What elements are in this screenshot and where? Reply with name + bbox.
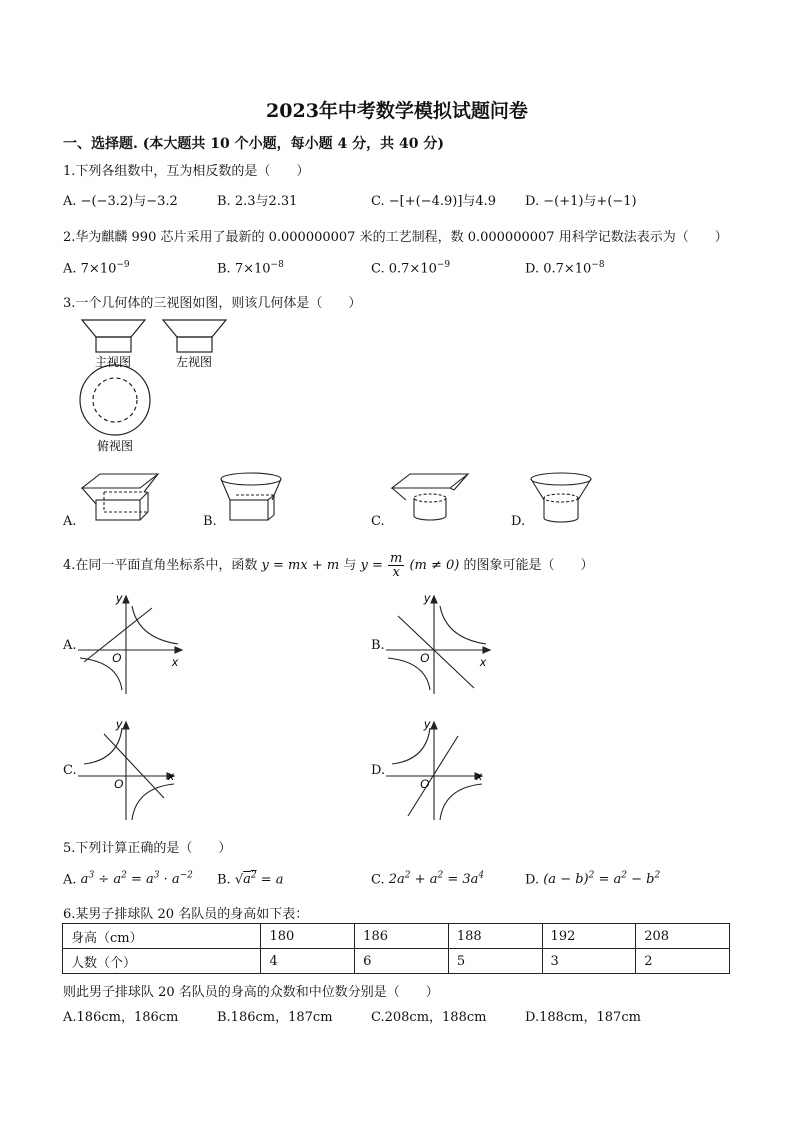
svg-text:y: y [424,591,430,605]
q4-option-a[interactable]: A. [63,638,77,653]
q4-graph-c [74,714,194,824]
q3-option-d-figure [528,470,600,525]
top-view-label: 俯视图 [96,439,134,453]
q1-option-c[interactable]: C. −[+(−4.9)]与4.9 [371,194,497,209]
q2-option-a[interactable]: A. $7\times 10^{-9}$ [63,260,130,277]
q1-option-a[interactable]: A. −(−3.2)与−3.2 [63,194,178,209]
q5-option-c[interactable]: C. $2a^2 + a^2 = 3a^4$ [371,871,485,888]
q5-stem: 5.下列计算正确的是（ ） [63,841,232,856]
q4-graph-a [74,588,194,698]
table-cell: 186 [355,924,449,949]
table-cell: 2 [636,949,730,974]
q4-option-d[interactable]: D. [371,763,386,778]
front-view-label: 主视图 [94,355,132,369]
q1-stem: 1.下列各组数中，互为相反数的是（ ） [63,164,310,179]
q3-option-c[interactable]: C. [371,514,385,529]
table-cell: 4 [261,949,355,974]
table-cell: 208 [636,924,730,949]
table-row [63,924,730,949]
svg-text:x: x [480,655,486,669]
svg-text:y: y [116,717,122,731]
q4-stem: 4.在同一平面直角坐标系中，函数 y = mx + m 与 y = $\frac{m}{x}$ (m ≠ 0) 的图象可能是（ ） [63,551,594,580]
svg-text:y: y [424,717,430,731]
svg-text:x: x [168,769,174,783]
left-view [163,320,226,352]
q2-stem: 2.华为麒麟 990 芯片采用了最新的 0.000000007 米的工艺制程，数 0.000000007 用科学记数法表示为（ ） [63,230,728,245]
q6-followup: 则此男子排球队 20 名队员的身高的众数和中位数分别是（ ） [63,985,439,1000]
front-view [82,320,145,352]
table-cell: 3 [542,949,636,974]
q6-option-b[interactable]: B.186cm，187cm [217,1010,333,1025]
q3-stem: 3.一个几何体的三视图如图，则该几何体是（ ） [63,296,362,311]
q1-option-d[interactable]: D. −(+1)与+(−1) [525,194,637,209]
table-row [63,949,730,974]
left-view-label: 左视图 [175,355,213,369]
table-cell: 188 [448,924,542,949]
top-view [80,365,150,435]
page-title: 2023年中考数学模拟试题问卷 [266,100,528,122]
svg-text:O: O [112,651,122,665]
q6-option-c[interactable]: C.208cm，188cm [371,1010,487,1025]
table-cell: 6 [355,949,449,974]
three-views-figure [70,312,250,457]
svg-text:x: x [476,769,482,783]
svg-text:x: x [172,655,178,669]
q2-option-c[interactable]: C. $0.7\times 10^{-9}$ [371,260,451,277]
q4-fraction: $\frac{m}{x}$ [390,551,403,580]
q5-option-d[interactable]: D. $(a - b)^2 = a^2 - b^2$ [525,871,661,888]
table-cell: 身高（cm） [63,924,261,949]
q3-option-b[interactable]: B. [203,514,217,529]
q4-graph-d [382,714,502,824]
table-cell: 180 [261,924,355,949]
q3-option-a-figure [78,470,168,525]
svg-text:O: O [420,651,430,665]
q2-option-b[interactable]: B. $7\times 10^{-8}$ [217,260,284,277]
svg-text:O: O [114,777,124,791]
q5-option-a[interactable]: A. $a^3 \div a^2 = a^3 \cdot a^{-2}$ [63,871,193,888]
q4-option-c[interactable]: C. [63,763,77,778]
q3-option-b-figure [218,470,293,525]
svg-text:O: O [420,777,430,791]
q2-option-d[interactable]: D. $0.7\times 10^{-8}$ [525,260,605,277]
q3-option-a[interactable]: A. [63,514,77,529]
q6-stem: 6.某男子排球队 20 名队员的身高如下表： [63,907,309,922]
q1-option-b[interactable]: B. 2.3与2.31 [217,194,298,209]
q3-option-c-figure [388,470,478,525]
q4-option-b[interactable]: B. [371,638,385,653]
q5-option-b[interactable]: B. $√a^2 = a$ [217,871,284,888]
q6-option-d[interactable]: D.188cm，187cm [525,1010,641,1025]
q3-option-d[interactable]: D. [511,514,526,529]
heights-table [62,923,730,974]
svg-text:y: y [116,591,122,605]
q4-graph-b [382,588,502,698]
table-cell: 192 [542,924,636,949]
q4-linear-function: y = mx + m [261,558,340,573]
q6-option-a[interactable]: A.186cm，186cm [63,1010,179,1025]
table-cell: 5 [448,949,542,974]
table-cell: 人数（个） [63,949,261,974]
section-heading: 一、选择题. (本大题共 10 个小题，每小题 4 分，共 40 分) [63,136,444,152]
